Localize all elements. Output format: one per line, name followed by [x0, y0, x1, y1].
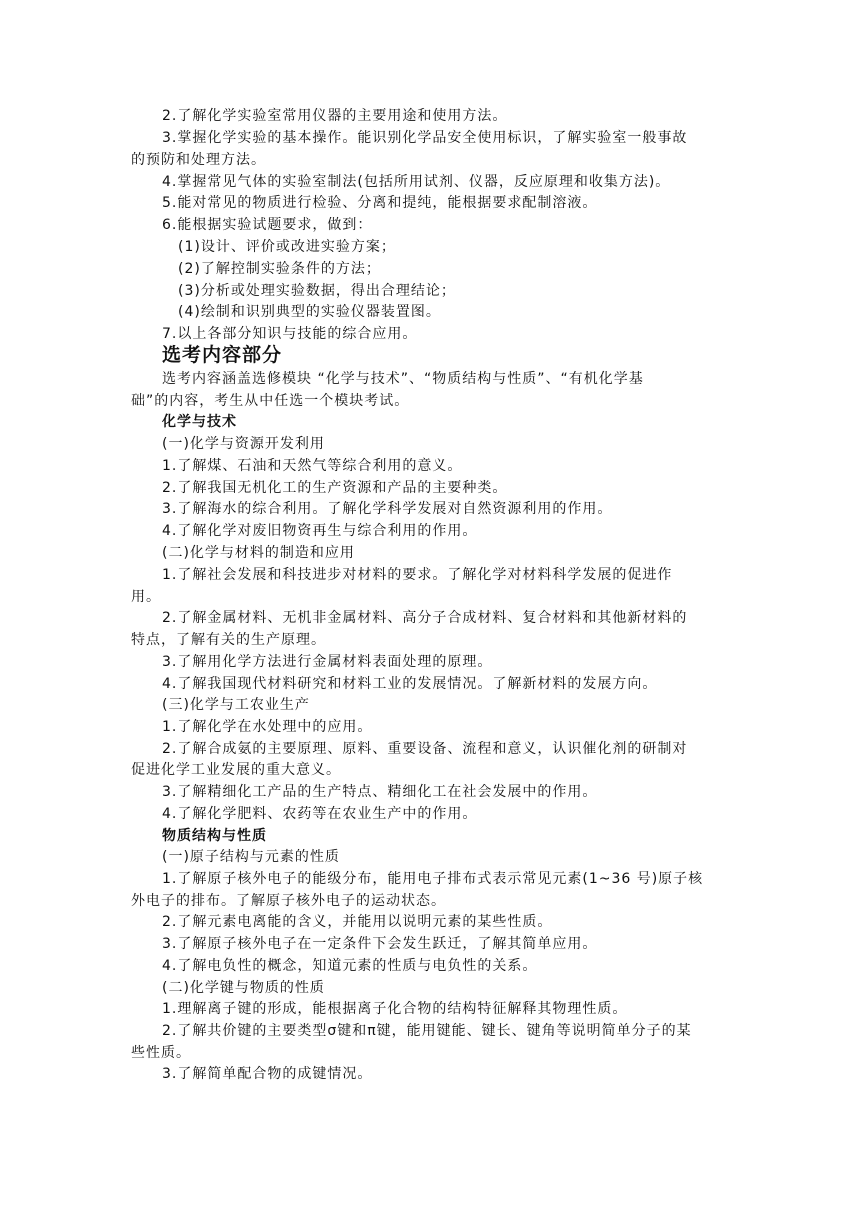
text-line: (4)绘制和识别典型的实验仪器装置图。 — [178, 304, 441, 320]
text-line: 4.了解我国现代材料研究和材料工业的发展情况。了解新材料的发展方向。 — [162, 676, 658, 692]
text-line: (二)化学与材料的制造和应用 — [162, 545, 355, 561]
text-line: 3.了解精细化工产品的生产特点、精细化工在社会发展中的作用。 — [162, 784, 598, 800]
text-line: (二)化学键与物质的性质 — [162, 980, 325, 996]
text-line: 1.理解离子键的形成，能根据离子化合物的结构特征解释其物理性质。 — [162, 1001, 628, 1017]
subsection-heading: 化学与技术 — [162, 414, 237, 430]
text-line: 外电子的排布。了解原子核外电子的运动状态。 — [131, 893, 446, 909]
text-line: (1)设计、评价或改进实验方案； — [178, 239, 396, 255]
text-line: 4.了解化学肥料、农药等在农业生产中的作用。 — [162, 806, 478, 822]
text-line: 些性质。 — [131, 1045, 191, 1061]
text-line: 3.了解用化学方法进行金属材料表面处理的原理。 — [162, 654, 493, 670]
text-line: 1.了解社会发展和科技进步对材料的要求。了解化学对材料科学发展的促进作 — [162, 567, 673, 583]
text-line: 2.了解我国无机化工的生产资源和产品的主要种类。 — [162, 480, 508, 496]
text-line: 7.以上各部分知识与技能的综合应用。 — [162, 326, 418, 342]
section-heading: 选考内容部分 — [162, 344, 283, 366]
text-line: (3)分析或处理实验数据，得出合理结论； — [178, 283, 456, 299]
text-line: 1.了解煤、石油和天然气等综合利用的意义。 — [162, 458, 463, 474]
text-line: 4.了解电负性的概念，知道元素的性质与电负性的关系。 — [162, 958, 538, 974]
text-line: (一)原子结构与元素的性质 — [162, 849, 340, 865]
text-line: 促进化学工业发展的重大意义。 — [131, 762, 341, 778]
text-line: 2.了解共价键的主要类型σ键和π键，能用键能、键长、键角等说明简单分子的某 — [162, 1023, 692, 1039]
text-line: 2.了解金属材料、无机非金属材料、高分子合成材料、复合材料和其他新材料的 — [162, 610, 688, 626]
text-line: 3.了解原子核外电子在一定条件下会发生跃迁，了解其简单应用。 — [162, 936, 598, 952]
text-line: (三)化学与工农业生产 — [162, 697, 310, 713]
text-line: 础”的内容，考生从中任选一个模块考试。 — [131, 393, 410, 409]
text-line: 1.了解原子核外电子的能级分布，能用电子排布式表示常见元素(1~36 号)原子核 — [162, 871, 704, 887]
subsection-heading: 物质结构与性质 — [162, 828, 267, 844]
text-line: 4.掌握常见气体的实验室制法(包括所用试剂、仪器，反应原理和收集方法)。 — [162, 174, 671, 190]
text-line: 3.掌握化学实验的基本操作。能识别化学品安全使用标识，了解实验室一般事故 — [162, 130, 688, 146]
text-line: 6.能根据实验试题要求，做到： — [162, 217, 373, 233]
text-line: 5.能对常见的物质进行检验、分离和提纯，能根据要求配制溶液。 — [162, 195, 598, 211]
text-line: (2)了解控制实验条件的方法； — [178, 261, 381, 277]
text-line: 的预防和处理方法。 — [131, 152, 266, 168]
text-line: 2.了解化学实验室常用仪器的主要用途和使用方法。 — [162, 108, 508, 124]
text-line: 3.了解简单配合物的成键情况。 — [162, 1066, 373, 1082]
text-line: 3.了解海水的综合利用。了解化学科学发展对自然资源利用的作用。 — [162, 501, 613, 517]
text-line: 4.了解化学对废旧物资再生与综合利用的作用。 — [162, 523, 478, 539]
text-line: 2.了解合成氨的主要原理、原料、重要设备、流程和意义，认识催化剂的研制对 — [162, 741, 688, 757]
text-line: 1.了解化学在水处理中的应用。 — [162, 719, 373, 735]
text-line: 特点，了解有关的生产原理。 — [131, 632, 326, 648]
text-line: 2.了解元素电离能的含义，并能用以说明元素的某些性质。 — [162, 914, 553, 930]
text-line: 选考内容涵盖选修模块 “化学与技术”、“物质结构与性质”、“有机化学基 — [162, 371, 644, 387]
text-line: (一)化学与资源开发利用 — [162, 436, 325, 452]
text-line: 用。 — [131, 589, 161, 605]
